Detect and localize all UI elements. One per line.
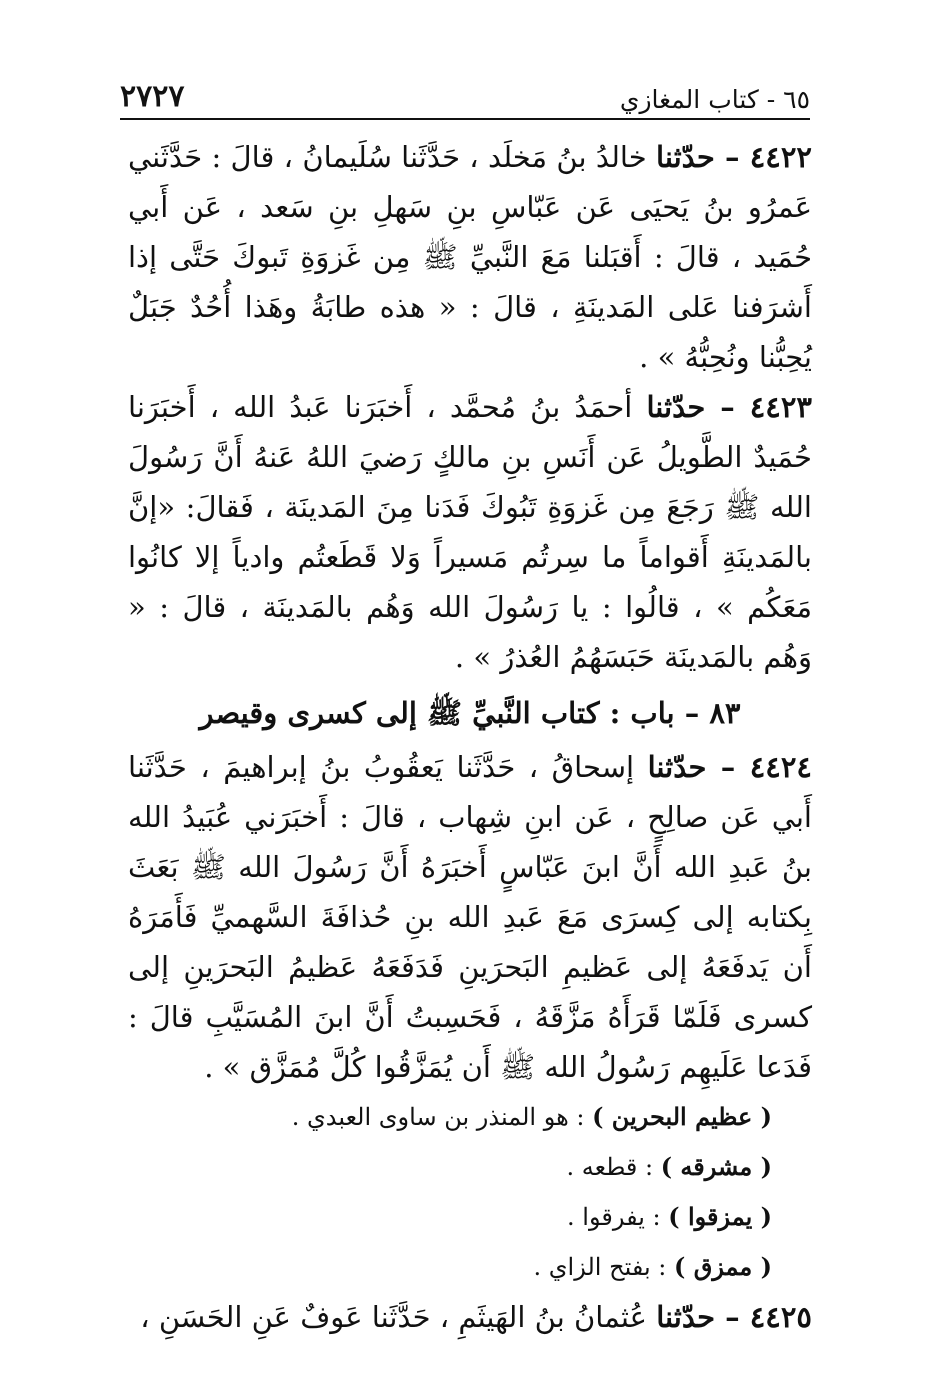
gloss-term: ( عظيم البحرين ) [592,1102,772,1131]
hadith-number: ٤٤٢٣ – حدّثنا [646,390,812,424]
gloss-definition: : يفرقوا . [567,1203,669,1231]
hadith-4424 [128,742,812,1092]
gloss-item [128,1142,772,1192]
hadith-number: ٤٤٢٢ – حدّثنا [656,140,813,174]
hadith-text: إسحاقُ ، حَدَّثَنا يَعقُوبُ بنُ إبراهيمَ ، حَدَّثَنا أَبي عَن صالِحٍ ، عَن ابنِ شِهاب ، قالَ : أَخبَرَني عُبَيدُ الله بنُ عَبدِ الله أَنَّ ابنَ عَبّاسٍ أَخبَرَهُ أَنَّ رَسُولَ الله ﷺ بَعَثَ بِكتابه إلى كِسرَى مَعَ عَبدِ الله بنِ حُذافَةَ السَّهميِّ فَأَمَرَهُ أَن يَدفَعَهُ إلى عَظيمِ البَحرَينِ فَدَفَعَهُ عَظيمُ البَحرَينِ إلى كسرى فَلَمّا قَرَأَهُ مَزَّقَهُ ، فَحَسِبتُ أَنَّ ابنَ المُسَيَّبِ قالَ : فَدَعا عَلَيهِم رَسُولُ الله ﷺ أَن يُمَزَّقُوا كُلَّ مُمَزَّق » . [128,750,812,1084]
hadith-text: عُثمانُ بنُ الهَيثَمِ ، حَدَّثَنا عَوفٌ عَنِ الحَسَنِ ، [140,1300,657,1334]
chapter-heading: ٨٣ – باب : كتاب النَّبيِّ ﷺ إلى كسرى وقيصر [199,696,741,730]
hadith-number: ٤٤٢٤ – حدّثنا [647,750,813,784]
hadith-4423 [128,382,812,682]
glossary [128,1092,812,1292]
gloss-item [128,1192,772,1242]
page-body [128,132,812,1342]
gloss-term: ( يمزقوا ) [668,1202,772,1231]
hadith-text: أحمَدُ بنُ مُحمَّد ، أَخبَرَنا عَبدُ الله ، أَخبَرَنا حُمَيدٌ الطَّويلُ عَن أَنَسِ بنِ مالكٍ رَضيَ اللهُ عَنهُ أَنَّ رَسُولَ الله ﷺ رَجَعَ مِن غَزوَةِ تَبُوكَ فَدَنا مِنَ المَدينَة ، فَقالَ: «إنَّ بالمَدينَةِ أَقواماً ما سِرتُم مَسيراً وَلا قَطَعتُم وادياً إلا كانُوا مَعَكُم » ، قالُوا : يا رَسُولَ الله وَهُم بالمَدينَة ، قالَ : « وَهُم بالمَدينَة حَبَسَهُمُ العُذرُ » . [128,390,812,674]
hadith-4422 [128,132,812,382]
gloss-definition: : هو المنذر بن ساوى العبدي . [291,1103,593,1131]
hadith-number: ٤٤٢٥ – حدّثنا [656,1300,812,1334]
hadith-text: خالدُ بنُ مَخلَد ، حَدَّثَنا سُلَيمانُ ، قالَ : حَدَّثَني عَمرُو بنُ يَحيَى عَن عَبّاسِ بنِ سَهلِ بنِ سَعد ، عَن أَبي حُمَيد ، قالَ : أَقبَلنا مَعَ النَّبيِّ ﷺ مِن غَزوَةِ تَبوكَ حَتَّى إذا أَشرَفنا عَلى المَدينَةِ ، قالَ : « هذه طابَةُ وهَذا أُحُدٌ جَبَلٌ يُحِبُّنا ونُحِبُّهُ » . [128,140,812,374]
running-head: ٦٥ - كتاب المغازي [619,85,810,114]
gloss-term: ( مشرقه ) [660,1152,772,1181]
hadith-4425 [128,1292,812,1342]
gloss-definition: : بفتح الزاي . [533,1253,674,1281]
gloss-term: ( ممزق ) [673,1252,772,1281]
gloss-item [128,1092,772,1142]
page-header [120,72,810,120]
gloss-definition: : قطعه . [566,1153,661,1181]
page-number: ٢٧٢٧ [120,79,185,114]
gloss-item [128,1242,772,1292]
